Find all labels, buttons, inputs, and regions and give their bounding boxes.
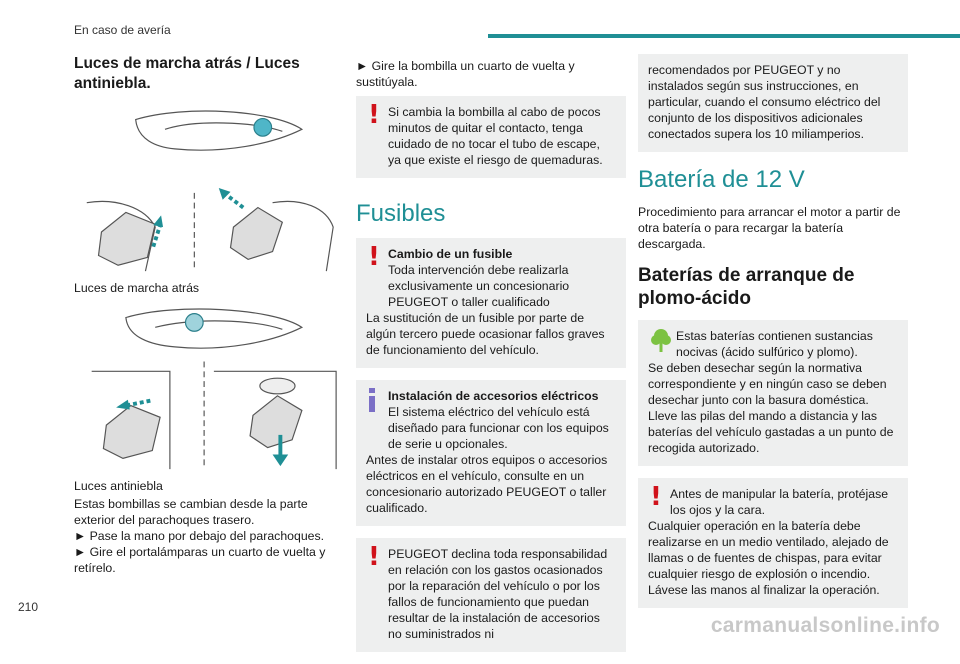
info-box-accessories — [356, 380, 626, 526]
info-icon — [368, 388, 376, 416]
warning-fuse-title: Cambio de un fusible — [388, 247, 513, 261]
warning-exclamation-icon: ! — [368, 542, 380, 572]
info-accessories-title: Instalación de accesorios eléctricos — [388, 389, 599, 403]
warning-box-fuse — [356, 238, 626, 368]
eco-tree-icon — [650, 328, 672, 356]
heading-reversing-fog: Luces de marcha atrás / Luces antiniebla. — [74, 55, 300, 92]
caption-fog: Luces antiniebla — [74, 479, 163, 493]
column-3 — [638, 54, 908, 620]
warning-battery-text-2: Cualquier operación en la batería debe realizarse en un medio ventilado, alejado de llamas o de fuentes de chispas, para evitar cualquier riesgo de explosión o incendio. — [648, 519, 889, 581]
section-fusibles: Fusibles — [356, 200, 446, 227]
bulb-step: ► Gire la bombilla un cuarto de vuelta y sustitúyala. — [356, 59, 575, 89]
watermark-text: carmanualsonline.info — [710, 614, 940, 637]
eco-text-3: Lleve las pilas del mando a distancia y las baterías del vehículo gastadas a un punto de recogida autorizado. — [648, 409, 894, 455]
heading-lead-acid: Baterías de arranque de plomo-ácido — [638, 265, 855, 309]
column-2 — [356, 54, 626, 664]
warning-box-liability — [356, 538, 626, 652]
eco-text-2: Se deben desechar según la normativa correspondiente y en ningún caso se deben desechar junto con la basura doméstica. — [648, 361, 887, 407]
eco-box — [638, 320, 908, 466]
header-accent-bar — [488, 34, 960, 38]
info-accessories-body: El sistema eléctrico del vehículo está diseñado para funcionar con los equipos de serie u opcionales. — [388, 405, 609, 451]
fog-paragraph-2: ► Pase la mano por debajo del parachoques. — [74, 529, 325, 543]
warning-box-exhaust — [356, 96, 626, 178]
continued-box — [638, 54, 908, 152]
warning-fuse-body-2: La sustitución de un fusible por parte de algún tercero puede ocasionar fallos graves de funcionamiento del vehículo. — [366, 311, 605, 357]
battery-intro: Procedimiento para arrancar el motor a partir de otra batería o para recargar la batería descargada. — [638, 205, 901, 251]
warning-exhaust-text: Si cambia la bombilla al cabo de pocos minutos de quitar el contacto, tenga cuidado de no tocar el tubo de escape, ya que existe el riesgo de quemaduras. — [388, 105, 603, 167]
warning-exclamation-icon: ! — [650, 482, 662, 512]
illustration-reversing-lamp — [74, 100, 344, 276]
warning-box-battery — [638, 478, 908, 608]
illustration-fog-lamp — [74, 298, 344, 474]
continued-text: recomendados por PEUGEOT y no instalados según sus instrucciones, en particular, cuando el consumo eléctrico del conjunto de los dispositivos adicionales conectados supera los 10 miliamperios. — [648, 63, 881, 141]
warning-liability-text: PEUGEOT declina toda responsabilidad en relación con los gastos ocasionados por la reparación del vehículo o por los fallos de funcionamiento que puedan resultar de la instalación de accesorios no suministrados ni — [388, 547, 608, 641]
warning-exclamation-icon: ! — [368, 100, 380, 130]
section-battery: Batería de 12 V — [638, 166, 805, 193]
caption-reversing: Luces de marcha atrás — [74, 281, 200, 295]
eco-text-1: Estas baterías contienen sustancias nocivas (ácido sulfúrico y plomo). — [676, 329, 873, 359]
header-section-title: En caso de avería — [74, 23, 171, 37]
warning-fuse-body: Toda intervención debe realizarla exclusivamente un concesionario PEUGEOT o taller cualificado — [388, 263, 570, 309]
info-accessories-body-2: Antes de instalar otros equipos o accesorios eléctricos en el vehículo, consulte en un concesionario autorizado PEUGEOT o taller cualificado. — [366, 453, 608, 515]
warning-battery-text-3: Lávese las manos al finalizar la operación. — [648, 583, 880, 597]
warning-exclamation-icon: ! — [368, 242, 380, 272]
page-number: 210 — [18, 600, 39, 614]
warning-battery-text-1: Antes de manipular la batería, protéjase los ojos y la cara. — [670, 487, 889, 517]
fog-paragraph-3: ► Gire el portalámparas un cuarto de vuelta y retírelo. — [74, 545, 326, 575]
column-1 — [74, 54, 344, 576]
fog-paragraph-1: Estas bombillas se cambian desde la parte exterior del parachoques trasero. — [74, 497, 308, 527]
